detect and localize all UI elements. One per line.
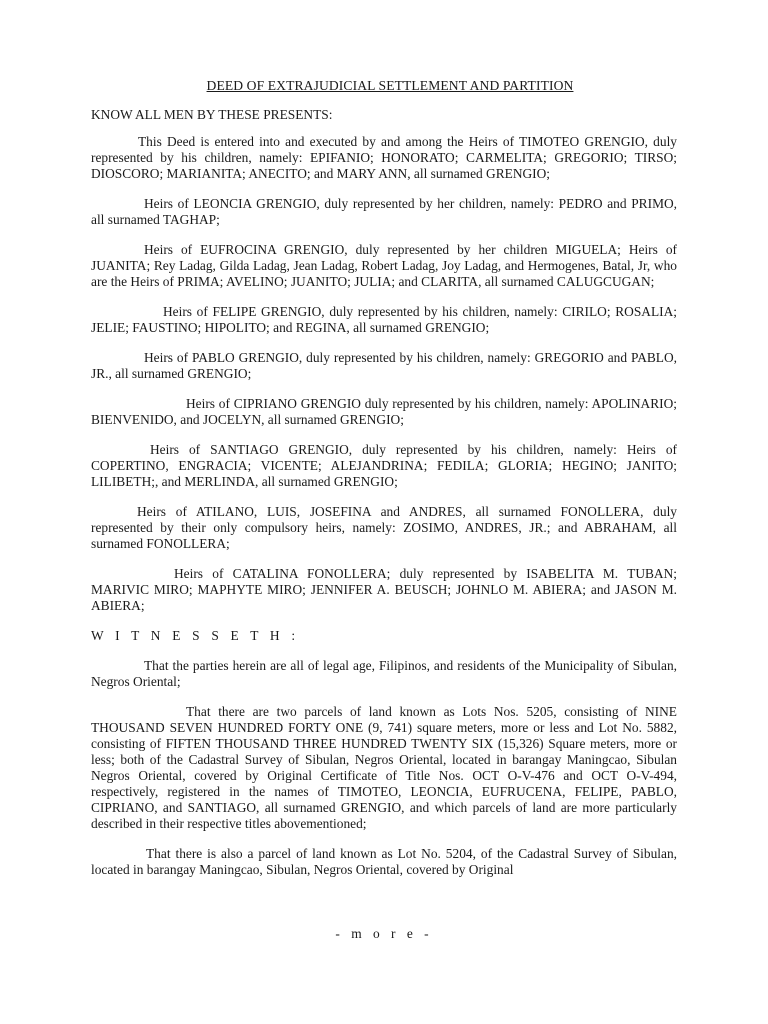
heirs-paragraph-eufrocina: Heirs of EUFROCINA GRENGIO, duly represented by her children MIGUELA; Heirs of JUANITA; Rey Ladag, Gilda Ladag, Jean Ladag, Robert Ladag, Joy Ladag, and Hermogenes, Batal, Jr, who are the Heirs of PRIMA; AVELINO; JUANITO; JULIA; and CLARITA, all surnamed CALUGCUGAN; xyxy=(91,242,677,289)
recital-two-parcels: That there are two parcels of land known as Lots Nos. 5205, consisting of NINE THOUSAND SEVEN HUNDRED FORTY ONE (9, 741) square meters, more or less and Lot No. 5882, consisting of FIFTEN THOUSAND THREE HUNDRED TWENTY SIX (15,326) Square meters, more or less; both of the Cadastral Survey of Sibulan, Negros Oriental, located in barangay Maningcao, Sibulan Negros Oriental, covered by Original Certificate of Title Nos. OCT O-V-476 and OCT O-V-494, respectively, registered in the names of TIMOTEO, LEONCIA, EUFRUCENA, FELIPE, PABLO, CIPRIANO, and SANTIAGO, all surnamed GRENGIO, and which parcels of land are more particularly described in their respective titles abovementioned; xyxy=(91,704,677,831)
document-title: DEED OF EXTRAJUDICIAL SETTLEMENT AND PARTITION xyxy=(206,78,574,93)
heirs-paragraph-leoncia: Heirs of LEONCIA GRENGIO, duly represented by her children, namely: PEDRO and PRIMO, all surnamed TAGHAP; xyxy=(91,196,677,227)
heirs-paragraph-fonollera: Heirs of ATILANO, LUIS, JOSEFINA and ANDRES, all surnamed FONOLLERA, duly represented by their only compulsory heirs, namely: ZOSIMO, ANDRES, JR.; and ABRAHAM, all surnamed FONOLLERA; xyxy=(91,504,677,551)
continuation-marker: - m o r e - xyxy=(335,926,433,941)
recital-lot-5204: That there is also a parcel of land known as Lot No. 5204, of the Cadastral Survey of Sibulan, located in barangay Maningcao, Sibulan, Negros Oriental, covered by Original xyxy=(91,846,677,877)
intro-line: KNOW ALL MEN BY THESE PRESENTS: xyxy=(91,107,333,122)
witnesseth-heading: W I T N E S S E T H : xyxy=(91,628,300,643)
heirs-paragraph-pablo: Heirs of PABLO GRENGIO, duly represented by his children, namely: GREGORIO and PABLO, JR., all surnamed GRENGIO; xyxy=(91,350,677,381)
heirs-paragraph-felipe: Heirs of FELIPE GRENGIO, duly represented by his children, namely: CIRILO; ROSALIA; JELIE; FAUSTINO; HIPOLITO; and REGINA, all surnamed GRENGIO; xyxy=(91,304,677,335)
heirs-paragraph-cipriano: Heirs of CIPRIANO GRENGIO duly represented by his children, namely: APOLINARIO; BIENVENIDO, and JOCELYN, all surnamed GRENGIO; xyxy=(91,396,677,427)
heirs-paragraph-santiago: Heirs of SANTIAGO GRENGIO, duly represented by his children, namely: Heirs of COPERTINO, ENGRACIA; VICENTE; ALEJANDRINA; FEDILA; GLORIA; HEGINO; JANITO; LILIBETH;, and MERLINDA, all surnamed GRENGIO; xyxy=(91,442,677,489)
heirs-paragraph-timoteo: This Deed is entered into and executed by and among the Heirs of TIMOTEO GRENGIO, duly represented by his children, namely: EPIFANIO; HONORATO; CARMELITA; GREGORIO; TIRSO; DIOSCORO; MARIANITA; ANECITO; and MARY ANN, all surnamed GRENGIO; xyxy=(91,134,677,181)
heirs-paragraph-catalina: Heirs of CATALINA FONOLLERA; duly represented by ISABELITA M. TUBAN; MARIVIC MIRO; MAPHYTE MIRO; JENNIFER A. BEUSCH; JOHNLO M. ABIERA; and JASON M. ABIERA; xyxy=(91,566,677,613)
recital-parties: That the parties herein are all of legal age, Filipinos, and residents of the Municipality of Sibulan, Negros Oriental; xyxy=(91,658,677,689)
